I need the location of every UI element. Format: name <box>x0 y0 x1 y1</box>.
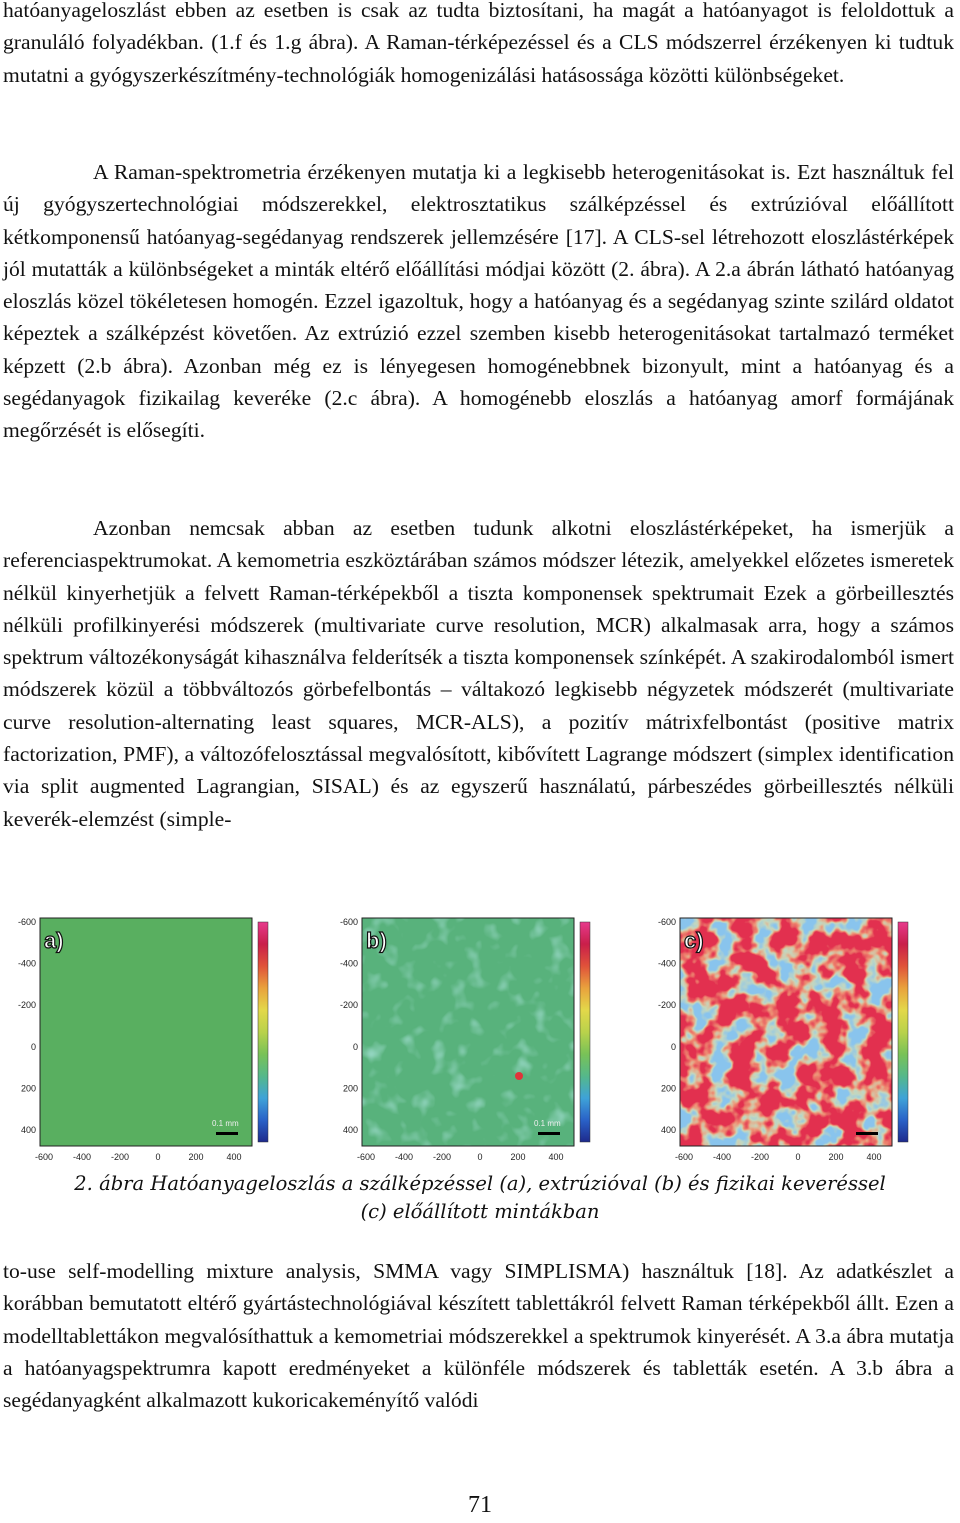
figure-svg <box>0 910 960 1170</box>
x-tick-label: 200 <box>828 1152 844 1162</box>
x-tick-label: 400 <box>548 1152 564 1162</box>
x-tick-label: -200 <box>432 1152 452 1162</box>
caption-line-2: (c) előállított mintákban <box>360 1200 600 1223</box>
x-tick-label: -400 <box>712 1152 732 1162</box>
x-tick-label: -400 <box>72 1152 92 1162</box>
x-tick-label: 400 <box>226 1152 242 1162</box>
y-tick-label: -400 <box>17 958 36 969</box>
paragraph-raman-heterogeneity: A Raman-spektrometria érzékenyen mutatja ki a legkisebb heterogenitásokat is. Ezt használtuk fel új gyógyszertechnológiai módszerekkel, elektrosztatikus szálképzéssel és extrúzióval előállított kétkomponensű hatóanyag-segédanyag rendszerek jellemzésére [17]. A CLS-sel létrehozott eloszlástérképek jól mutatták a különbségeket a minták eltérő előállítási módjai között (2. ábra). A 2.a ábrán látható hatóanyag eloszlás közel tökéletesen homogén. Ezzel igazoltuk, hogy a hatóanyag és a segédanyag szinte szilárd oldatot képeztek a szálképzést követően. Az extrúzió ezzel szemben kisebb heterogenitásokat tartalmazó terméket képzett (2.b ábra). Azonban még ez is lényegesen homogénebbnek bizonyult, mint a hatóanyag és a segédanyagok fizikailag keveréke (2.c ábra). A homogénebb eloszlás a hatóanyag amorf formájának megőrzését is elősegíti. <box>3 160 954 443</box>
scale-bar <box>538 1132 560 1135</box>
colorbar <box>898 922 908 1142</box>
y-tick-label: -200 <box>17 1000 36 1011</box>
paragraph-data-set: to-use self-modelling mixture analysis, SMMA vagy SIMPLISMA) használtuk [18]. Az adatkészlet a korábban bemutatott eltérő gyártástechnológiával készített tablettákról felvett Raman térképekből állt. Ezen a modelltablettákon megvalósíthattuk a kemometriai módszerekkel a spektrumok kinyerését. A 3.a ábra mutatja a hatóanyagspektrumra kapott eredményeket a különféle módszerek és tabletták esetén. A 3.b ábra a segédanyagként alkalmazott kukoricakeményítő valódi <box>3 1259 954 1413</box>
panel-a <box>18 917 268 1162</box>
x-tick-label: 400 <box>866 1152 882 1162</box>
x-tick-label: 0 <box>795 1152 801 1162</box>
y-tick-label: -600 <box>17 917 36 927</box>
map-texture <box>362 918 574 1146</box>
map-texture <box>40 918 252 1146</box>
x-tick-label: -600 <box>34 1152 54 1162</box>
y-tick-label: 0 <box>30 1041 36 1052</box>
x-tick-label: 0 <box>155 1152 161 1162</box>
y-tick-label: 200 <box>342 1083 358 1094</box>
colorbar <box>580 922 590 1142</box>
paragraph-chemometrics: Azonban nemcsak abban az esetben tudunk alkotni eloszlástérképeket, ha ismerjük a referenciaspektrumokat. A kemometria eszköztárában számos módszer létezik, amelyekkel előzetes ismeretek nélkül kinyerhetjük a felvett Raman-térképekből a tiszta komponensek spektrumait Ezek a görbeillesztés nélküli profilkinyerési módszerek (multivariate curve resolution, MCR) alkalmasak arra, hogy a számos spektrum változékonyságát kihasználva felderítsék a tiszta komponensek színképét. A szakirodalomból ismert módszerek közül a többváltozós görbefelbontás – váltakozó legkisebb négyzetek módszerét (multivariate curve resolution-alternating least squares, MCR-ALS), a pozitív mátrixfelbontást (positive matrix factorization, PMF), a változófelosztással megvalósított, kibővített Lagrange módszert (simplex identification via split augmented Lagrangian, SISAL) és az egyszerű használatú, párbeszédes görbeillesztés nélküli keverék-elemzést (simple- <box>3 516 954 831</box>
figure-distribution-maps <box>0 910 960 1170</box>
page-number: 71 <box>468 1492 492 1518</box>
panel-letter: a) <box>44 928 64 953</box>
y-tick-label: 200 <box>20 1083 36 1094</box>
x-tick-label: -200 <box>750 1152 770 1162</box>
y-tick-label: 400 <box>660 1125 676 1135</box>
x-tick-label: -600 <box>674 1152 694 1162</box>
scale-bar <box>216 1132 238 1135</box>
map-texture-blue <box>680 918 892 1146</box>
y-tick-label: 400 <box>20 1125 36 1135</box>
colorbar <box>258 922 268 1142</box>
scale-label: 0.1 mm <box>534 1119 561 1128</box>
figure-caption <box>0 1170 960 1226</box>
paragraph-continued: hatóanyageloszlást ebben az esetben is csak az tudta biztosítani, ha magát a hatóanyagot is feloldottuk a granuláló folyadékban. (1.f és 1.g ábra). A Raman-térképezéssel és a CLS módszerrel érzékenyen ki tudtuk mutatni a gyógyszerkészítmény-technológiák homogenizálási hatásossága közötti különbségeket. <box>3 0 954 87</box>
y-tick-label: 200 <box>660 1083 676 1094</box>
hotspot <box>515 1072 523 1080</box>
scale-label: 0.1 mm <box>212 1119 239 1128</box>
panel-b <box>340 917 590 1162</box>
x-tick-label: 200 <box>188 1152 204 1162</box>
panel-letter: c) <box>684 928 704 953</box>
x-tick-label: 0 <box>477 1152 483 1162</box>
y-tick-label: -200 <box>339 1000 358 1011</box>
x-tick-label: -600 <box>356 1152 376 1162</box>
y-tick-label: -600 <box>657 917 676 927</box>
y-tick-label: -400 <box>657 958 676 969</box>
y-tick-label: -200 <box>657 1000 676 1011</box>
x-tick-label: 200 <box>510 1152 526 1162</box>
y-tick-label: -600 <box>339 917 358 927</box>
caption-line-1: 2. ábra Hatóanyageloszlás a szálképzéssel (a), extrúzióval (b) és fizikai keveréssel <box>74 1172 886 1195</box>
panel-letter: b) <box>366 928 387 953</box>
y-tick-label: 0 <box>670 1041 676 1052</box>
y-tick-label: -400 <box>339 958 358 969</box>
y-tick-label: 400 <box>342 1125 358 1135</box>
panel-c <box>658 917 908 1162</box>
x-tick-label: -200 <box>110 1152 130 1162</box>
y-tick-label: 0 <box>352 1041 358 1052</box>
x-tick-label: -400 <box>394 1152 414 1162</box>
scale-bar <box>856 1132 878 1135</box>
